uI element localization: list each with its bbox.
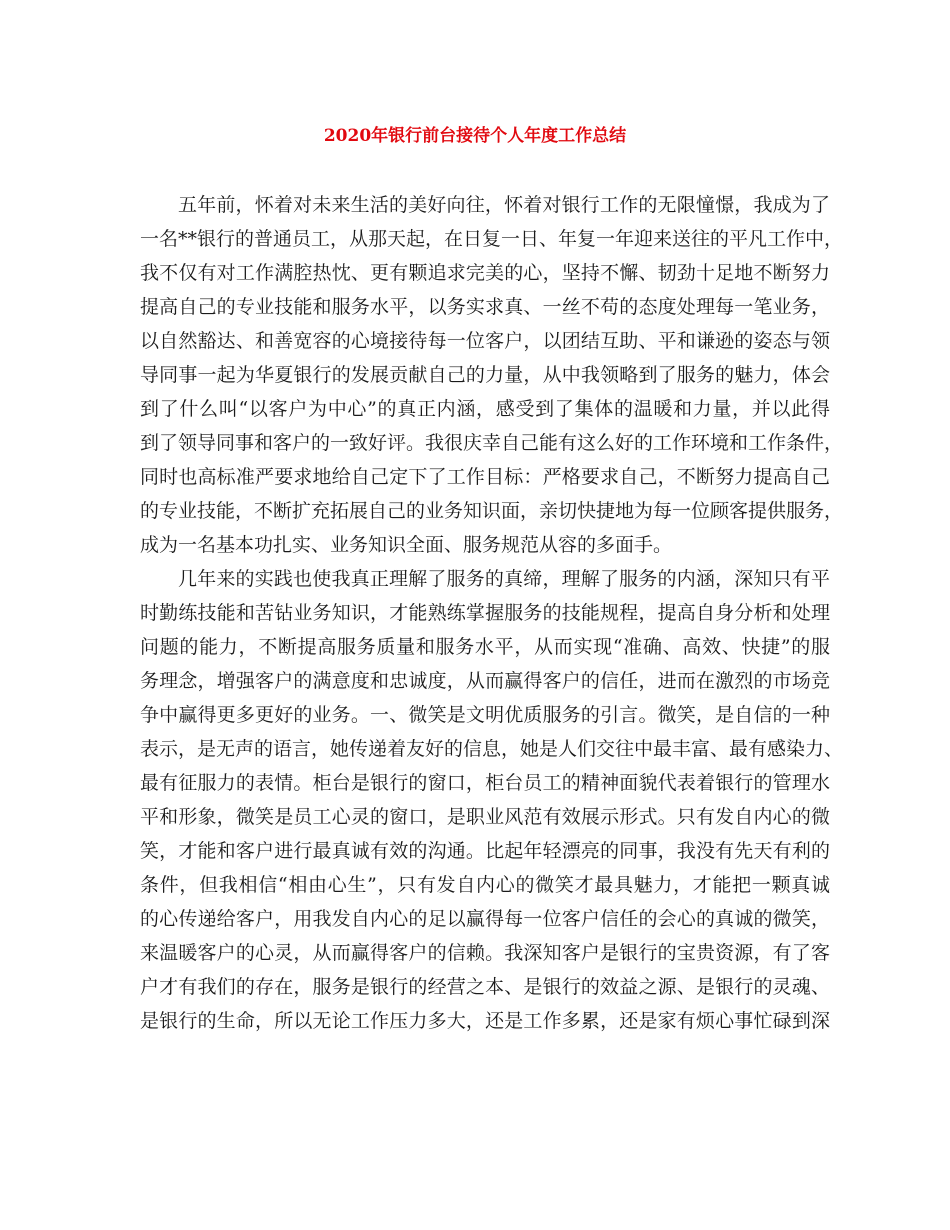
paragraph-line: 问题的能力，不断提高服务质量和服务水平，从而实现“准确、高效、快捷”的服 [140, 636, 830, 658]
paragraph-line: 户才有我们的存在，服务是银行的经营之本、是银行的效益之源、是银行的灵魂、 [140, 976, 830, 998]
paragraph-line: 条件，但我相信“相由心生”，只有发自内心的微笑才最具魅力，才能把一颗真诚 [140, 874, 830, 896]
paragraph-line: 时勤练技能和苦钻业务知识，才能熟练掌握服务的技能规程，提高自身分析和处理 [140, 602, 830, 624]
paragraph-2 [140, 562, 844, 1038]
paragraph-line: 务理念，增强客户的满意度和忠诚度，从而赢得客户的信任，进而在激烈的市场竞 [140, 670, 830, 692]
paragraph-line: 到了什么叫“以客户为中心”的真正内涵，感受到了集体的温暖和力量，并以此得 [140, 398, 830, 420]
document-body [140, 188, 844, 1038]
paragraph-line: 同时也高标准严要求地给自己定下了工作目标：严格要求自己，不断努力提高自己 [140, 466, 830, 488]
paragraph-line: 笑，才能和客户进行最真诚有效的沟通。比起年轻漂亮的同事，我没有先天有利的 [140, 840, 830, 862]
paragraph-line: 成为一名基本功扎实、业务知识全面、服务规范从容的多面手。 [140, 534, 673, 556]
paragraph-line: 平和形象，微笑是员工心灵的窗口，是职业风范有效展示形式。只有发自内心的微 [140, 806, 830, 828]
paragraph-line: 提高自己的专业技能和服务水平，以务实求真、一丝不苟的态度处理每一笔业务， [140, 296, 830, 318]
paragraph-line: 导同事一起为华夏银行的发展贡献自己的力量，从中我领略到了服务的魅力，体会 [140, 364, 830, 386]
paragraph-line: 五年前，怀着对未来生活的美好向往，怀着对银行工作的无限憧憬，我成为了 [178, 194, 830, 216]
paragraph-line: 到了领导同事和客户的一致好评。我很庆幸自己能有这么好的工作环境和工作条件， [140, 432, 844, 454]
paragraph-line: 表示，是无声的语言，她传递着友好的信息，她是人们交往中最丰富、最有感染力、 [140, 738, 844, 760]
paragraph-1 [140, 188, 844, 562]
paragraph-line: 的专业技能，不断扩充拓展自己的业务知识面，亲切快捷地为每一位顾客提供服务， [140, 500, 844, 522]
document-title: 2020年银行前台接待个人年度工作总结 [323, 126, 627, 146]
paragraph-line: 来温暖客户的心灵，从而赢得客户的信赖。我深知客户是银行的宝贵资源，有了客 [140, 942, 830, 964]
paragraph-line: 争中赢得更多更好的业务。一、微笑是文明优质服务的引言。微笑，是自信的一种 [140, 704, 830, 726]
paragraph-line: 是银行的生命，所以无论工作压力多大，还是工作多累，还是家有烦心事忙碌到深 [140, 1010, 830, 1032]
paragraph-line: 我不仅有对工作满腔热忱、更有颗追求完美的心，坚持不懈、韧劲十足地不断努力 [140, 262, 830, 284]
paragraph-line: 最有征服力的表情。柜台是银行的窗口，柜台员工的精神面貌代表着银行的管理水 [140, 772, 830, 794]
paragraph-line: 的心传递给客户，用我发自内心的足以赢得每一位客户信任的会心的真诚的微笑， [140, 908, 830, 930]
paragraph-line: 几年来的实践也使我真正理解了服务的真缔，理解了服务的内涵，深知只有平 [178, 568, 830, 590]
paragraph-line: 一名**银行的普通员工，从那天起，在日复一日、年复一年迎来送往的平凡工作中， [140, 228, 844, 250]
paragraph-line: 以自然豁达、和善宽容的心境接待每一位客户，以团结互助、平和谦逊的姿态与领 [140, 330, 830, 352]
